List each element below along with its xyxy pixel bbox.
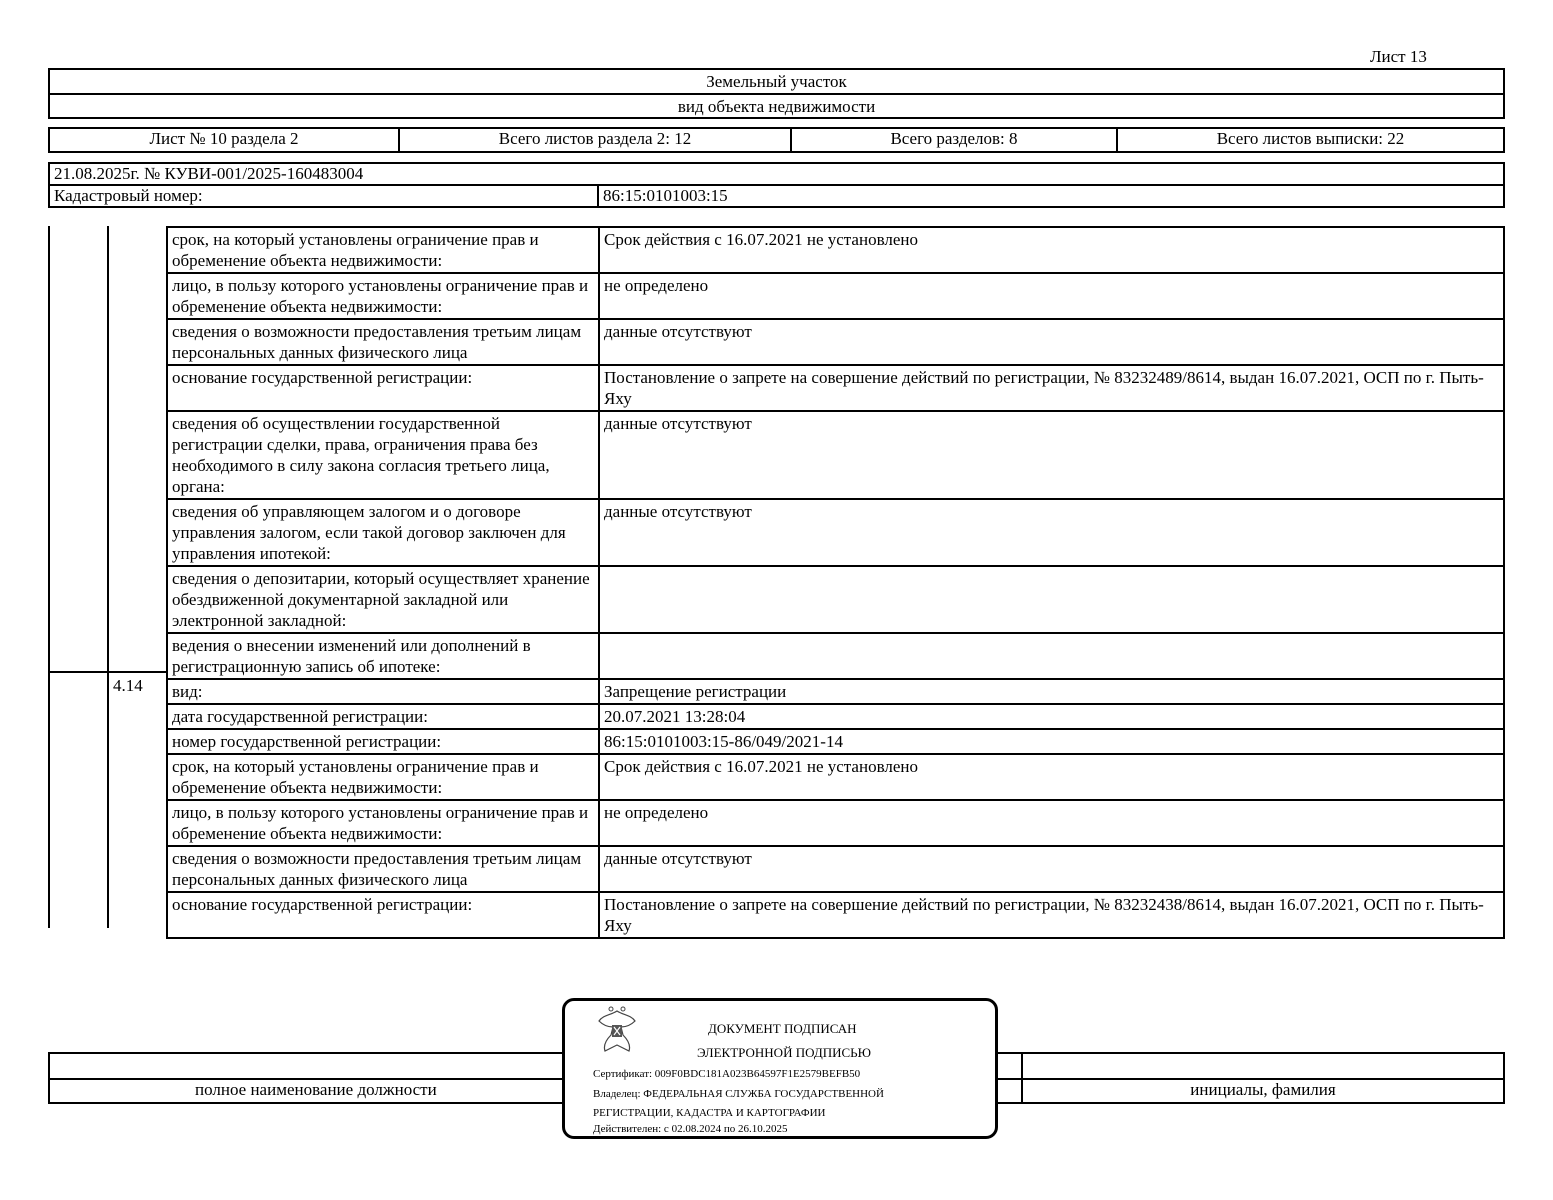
counters-row: [48, 127, 1505, 153]
sheets-total: Всего листов выписки: 22: [1117, 128, 1504, 152]
table-row: сведения о возможности предоставления третьим лицам персональных данных физического лица данные отсутствуют: [167, 846, 1504, 892]
table-row: сведения о депозитарии, который осуществляет хранение обездвиженной документарной закладной или электронной закладной:: [167, 566, 1504, 633]
sections-total: Всего разделов: 8: [791, 128, 1117, 152]
table-row: вид: Запрещение регистрации: [167, 679, 1504, 704]
sheets-in-section: Всего листов раздела 2: 12: [399, 128, 791, 152]
cadastral-label: Кадастровый номер:: [49, 185, 598, 207]
index-column-line: [107, 226, 109, 928]
stamp-owner-2: РЕГИСТРАЦИИ, КАДАСТРА И КАРТОГРАФИИ: [593, 1107, 826, 1119]
object-type-box: [48, 68, 1505, 119]
extract-date-number: 21.08.2025г. № КУВИ-001/2025-160483004: [49, 163, 1504, 185]
table-row: срок, на который установлены ограничение прав и обременение объекта недвижимости: Срок действия с 16.07.2021 не установлено: [167, 227, 1504, 273]
table-row: сведения об управляющем залогом и о договоре управления залогом, если такой договор заключен для управления ипотекой: данные отсутствуют: [167, 499, 1504, 566]
table-row: срок, на который установлены ограничение прав и обременение объекта недвижимости: Срок действия с 16.07.2021 не установлено: [167, 754, 1504, 800]
table-row: номер государственной регистрации: 86:15:0101003:15-86/049/2021-14: [167, 729, 1504, 754]
table-row: дата государственной регистрации: 20.07.2021 13:28:04: [167, 704, 1504, 729]
object-type-caption: вид объекта недвижимости: [677, 97, 876, 116]
name-caption: инициалы, фамилия: [1022, 1079, 1504, 1103]
stamp-title-2: ЭЛЕКТРОННОЙ ПОДПИСЬЮ: [693, 1046, 875, 1059]
sheet-in-section: Лист № 10 раздела 2: [49, 128, 399, 152]
emblem-icon: [593, 1005, 641, 1057]
table-row: сведения о возможности предоставления третьим лицам персональных данных физического лица данные отсутствуют: [167, 319, 1504, 365]
stamp-title-1: ДОКУМЕНТ ПОДПИСАН: [708, 1021, 857, 1036]
encumbrance-table: [166, 226, 1505, 939]
block-separator-line: [48, 671, 166, 673]
table-row: ведения о внесении изменений или дополнений в регистрационную запись об ипотеке:: [167, 633, 1504, 679]
cadastral-value: 86:15:0101003:15: [598, 185, 1504, 207]
table-row: основание государственной регистрации: Постановление о запрете на совершение действий по регистрации, № 83232489/8614, выдан 16.07.2021, ОСП по г. Пыть-Яху: [167, 365, 1504, 411]
sheet-label: Лист 13: [1370, 47, 1427, 66]
block1: [167, 227, 1504, 679]
table-row: лицо, в пользу которого установлены ограничение прав и обременение объекта недвижимости: не определено: [167, 273, 1504, 319]
position-caption: полное наименование должности: [49, 1079, 1022, 1103]
block2: [167, 679, 1504, 938]
table-row: лицо, в пользу которого установлены ограничение прав и обременение объекта недвижимости: не определено: [167, 800, 1504, 846]
signature-stamp: [562, 998, 998, 1139]
stamp-owner-1: Владелец: ФЕДЕРАЛЬНАЯ СЛУЖБА ГОСУДАРСТВЕННОЙ: [593, 1088, 884, 1100]
extract-info: [48, 162, 1505, 208]
object-type: Земельный участок: [50, 70, 1503, 95]
table-row: основание государственной регистрации: Постановление о запрете на совершение действий по регистрации, № 83232438/8614, выдан 16.07.2021, ОСП по г. Пыть-Яху: [167, 892, 1504, 938]
stamp-validity: Действителен: с 02.08.2024 по 26.10.2025: [593, 1123, 788, 1135]
stamp-certificate: Сертификат: 009F0BDC181A023B64597F1E2579BEFB50: [593, 1068, 861, 1080]
block2-number: 4.14: [113, 676, 143, 695]
left-border-line: [48, 226, 50, 928]
table-row: сведения об осуществлении государственной регистрации сделки, права, ограничения права без необходимого в силу закона согласия третьего лица, органа: данные отсутствуют: [167, 411, 1504, 499]
